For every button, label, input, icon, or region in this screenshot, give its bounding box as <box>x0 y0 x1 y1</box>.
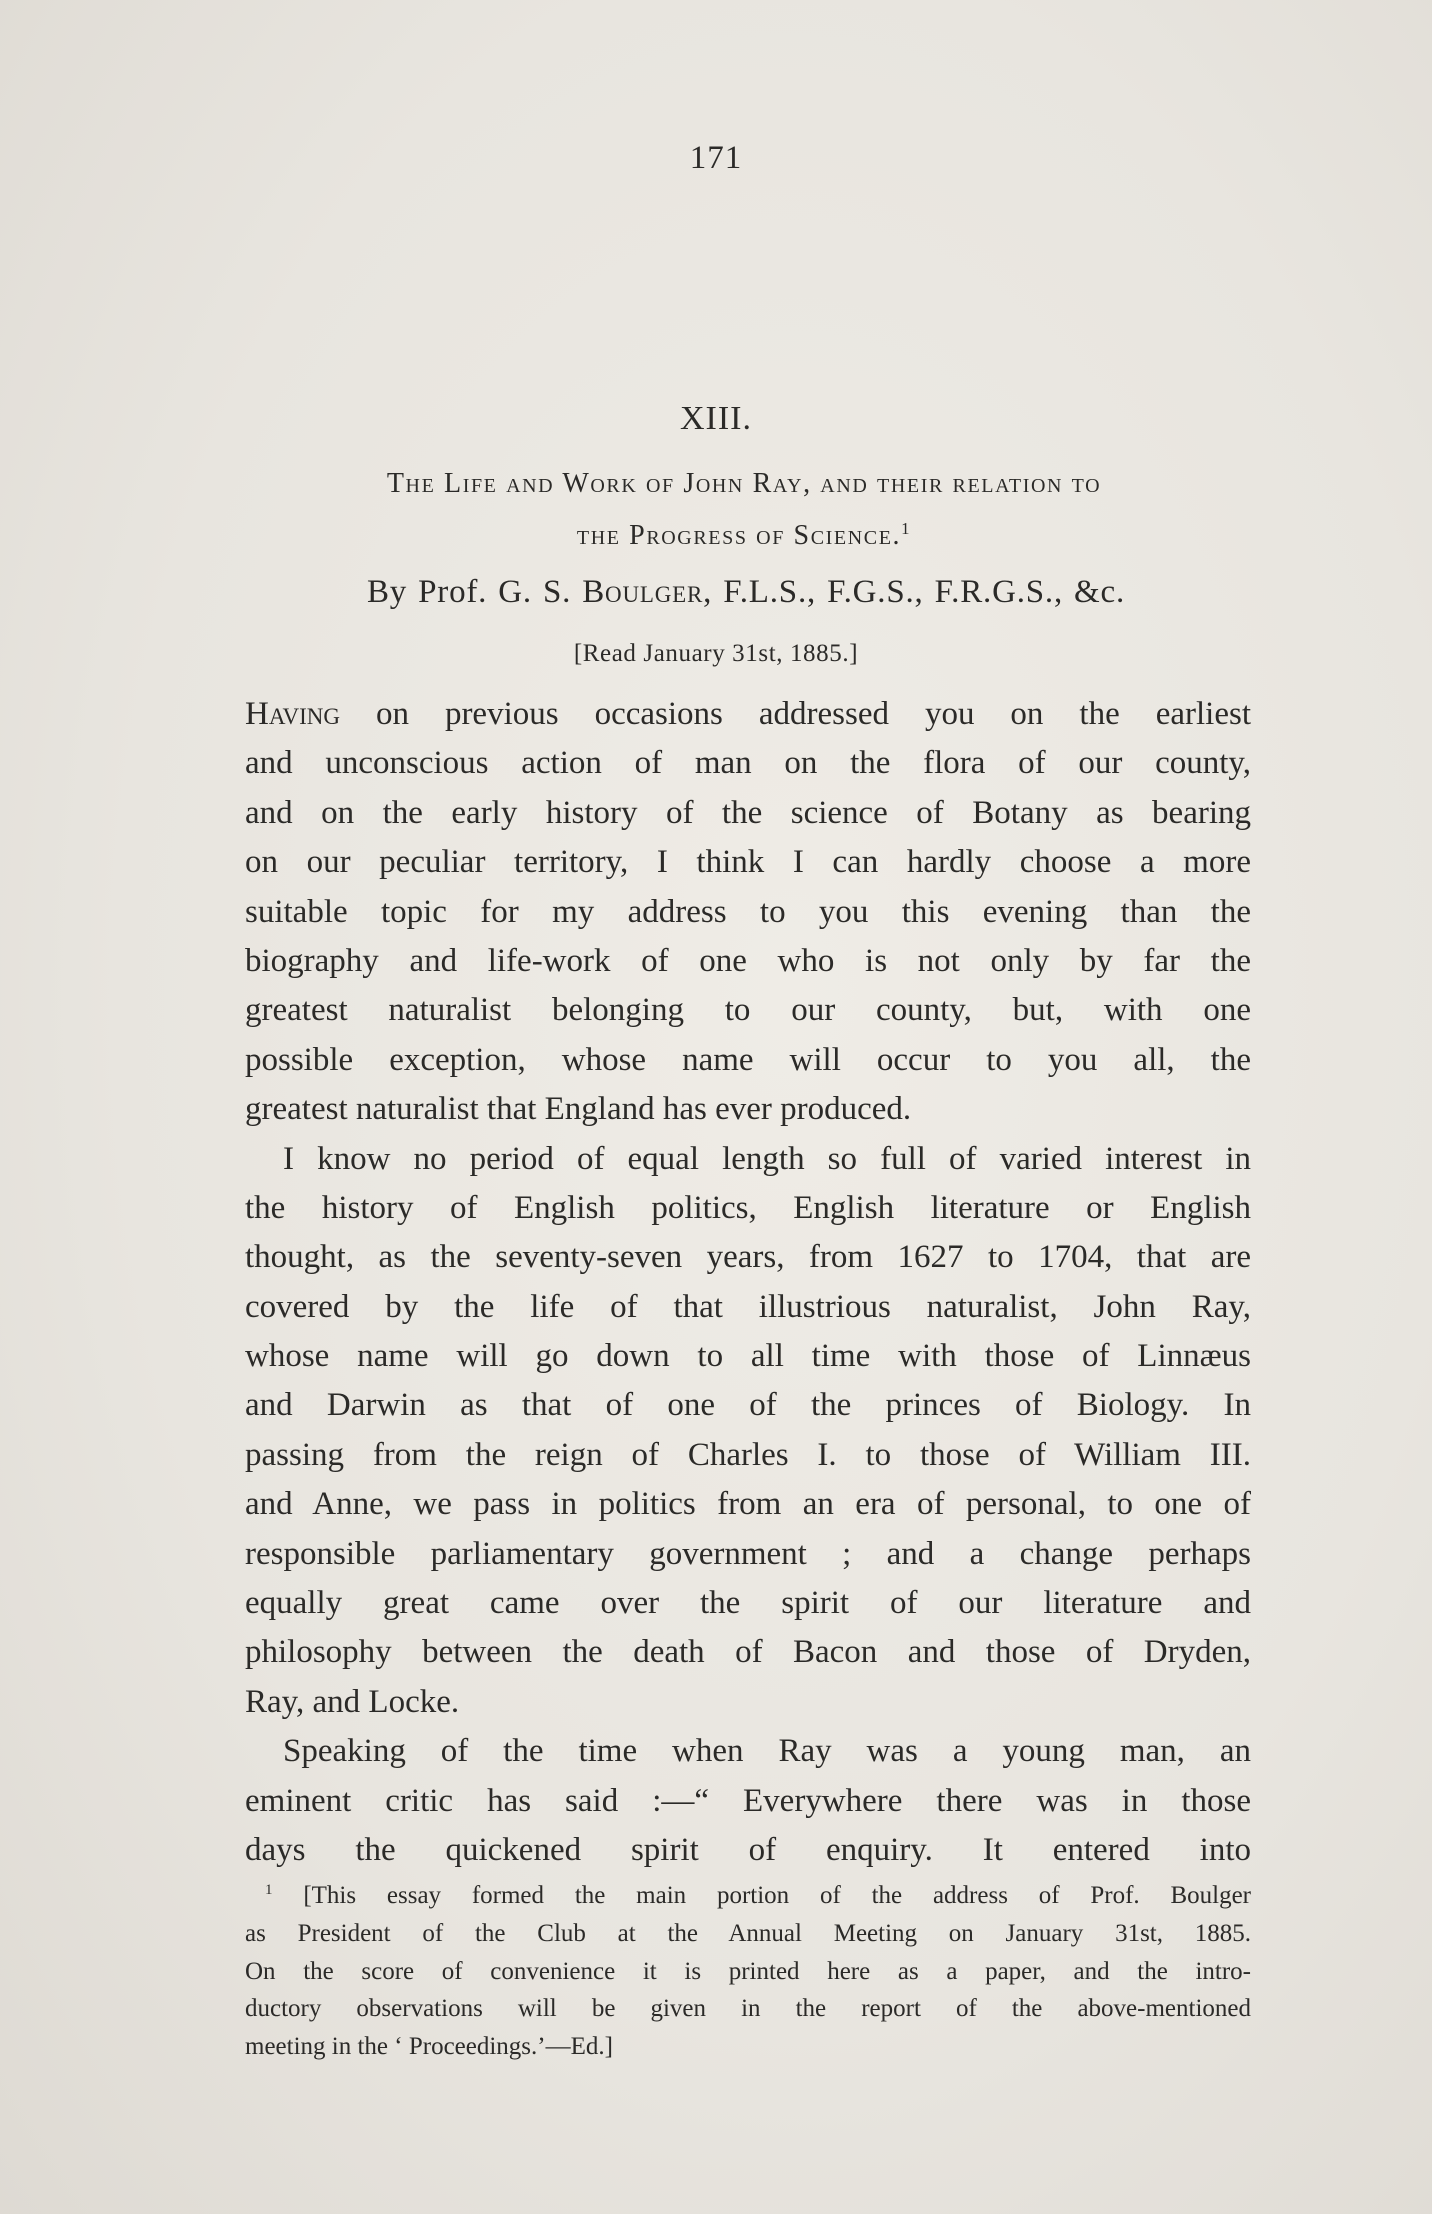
article-title <box>236 458 1252 562</box>
body-line: and unconscious action of man on the flora of our county, <box>245 745 1251 782</box>
footnote-line: as President of the Club at the Annual Meeting on January 31st, 1885. <box>245 1919 1251 1947</box>
body-line: whose name will go down to all time with those of Linnæus <box>245 1338 1251 1375</box>
article-title-line-2 <box>236 510 1252 562</box>
footnote-line <box>245 1877 1251 1915</box>
body-line: greatest naturalist that England has ever produced. <box>245 1091 912 1128</box>
body-line <box>245 690 1251 739</box>
body-line: and Darwin as that of one of the princes of Biology. In <box>245 1387 1251 1424</box>
body-line: greatest naturalist belonging to our county, but, with one <box>245 992 1251 1029</box>
body-line: philosophy between the death of Bacon and those of Dryden, <box>245 1634 1251 1671</box>
body-text <box>245 690 1251 1875</box>
byline <box>246 574 1246 611</box>
byline-prefix: By Prof. G. S. <box>366 574 583 610</box>
body-line: responsible parliamentary government ; and a change perhaps <box>245 1535 1251 1572</box>
paragraph-3 <box>245 1727 1251 1875</box>
article-title-line-1: The Life and Work of John Ray, and their relation to <box>386 468 1102 499</box>
body-line: suitable topic for my address to you this evening than the <box>245 893 1251 930</box>
footnote <box>245 1877 1251 2066</box>
chapter-number: XIII. <box>679 400 753 437</box>
body-line: passing from the reign of Charles I. to those of William III. <box>245 1436 1251 1473</box>
footnote-line-text: [This essay formed the main portion of the address of Prof. Boulger <box>303 1882 1252 1909</box>
body-line: and on the early history of the science of Botany as bearing <box>245 794 1251 831</box>
body-line: covered by the life of that illustrious naturalist, John Ray, <box>245 1288 1251 1325</box>
author-surname: Boulger <box>582 574 704 610</box>
footnote-marker: 1 <box>265 1882 273 1898</box>
body-line: Ray, and Locke. <box>245 1683 460 1720</box>
body-line: on our peculiar territory, I think I can hardly choose a more <box>245 844 1251 881</box>
footnote-line: ductory observations will be given in the report of the above-mentioned <box>245 1995 1251 2023</box>
body-line: Speaking of the time when Ray was a young man, an <box>283 1733 1251 1770</box>
body-line: and Anne, we pass in politics from an era of personal, to one of <box>245 1486 1251 1523</box>
footnote-line: meeting in the ‘ Proceedings.’—Ed.] <box>245 2033 613 2061</box>
paragraph-1 <box>245 690 1251 1135</box>
article-title-line-2-text: the Progress of Science. <box>576 520 902 551</box>
read-date: [Read January 31st, 1885.] <box>573 640 859 667</box>
body-line: thought, as the seventy-seven years, from 1627 to 1704, that are <box>245 1239 1251 1276</box>
body-line: the history of English politics, English literature or English <box>245 1189 1251 1226</box>
body-line: biography and life-work of one who is not only by far the <box>245 942 1251 979</box>
page-number: 171 <box>689 140 743 176</box>
footnote-line: On the score of convenience it is printed here as a paper, and the intro- <box>245 1957 1251 1985</box>
title-footnote-marker: 1 <box>901 518 912 538</box>
paragraph-2 <box>245 1135 1251 1728</box>
byline-suffix: , F.L.S., F.G.S., F.R.G.S., &c. <box>703 574 1126 610</box>
body-line: I know no period of equal length so full of varied interest in <box>283 1140 1251 1177</box>
body-line: possible exception, whose name will occur to you all, the <box>245 1041 1251 1078</box>
body-line-text: on previous occasions addressed you on the earliest <box>339 696 1251 732</box>
opening-word: Having <box>245 696 340 732</box>
body-line: eminent critic has said :—“ Everywhere there was in those <box>245 1782 1251 1819</box>
body-line: equally great came over the spirit of our literature and <box>245 1585 1251 1622</box>
body-line: days the quickened spirit of enquiry. It entered into <box>245 1831 1251 1868</box>
